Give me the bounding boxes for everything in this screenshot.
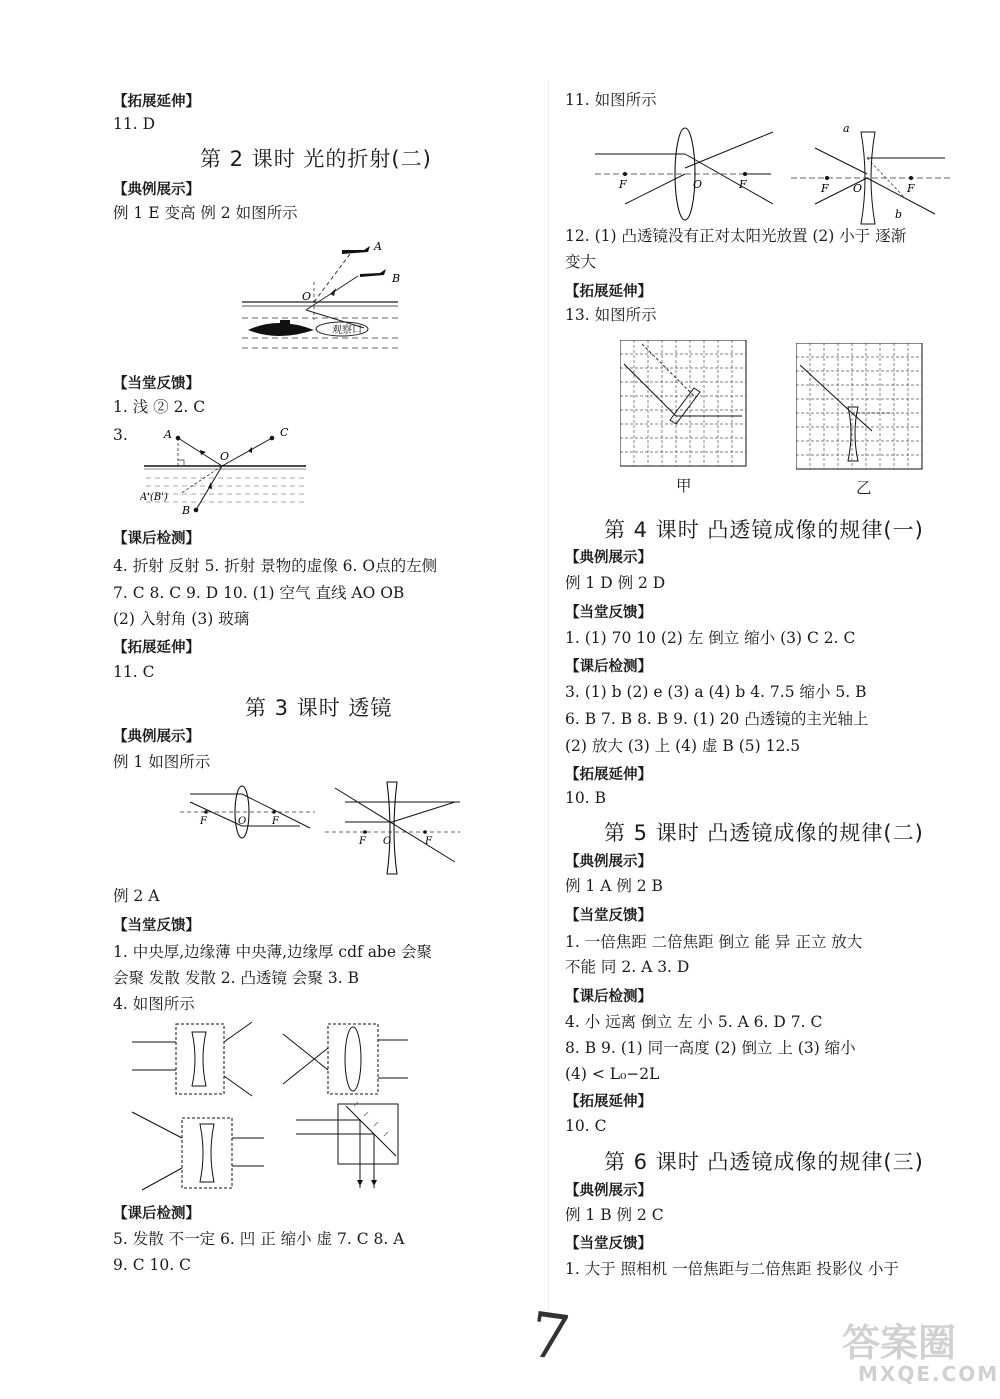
answer-line: 5. 发散 不一定 6. 凹 正 缩小 虚 7. C 8. A [113,1230,405,1248]
svg-text:O: O [302,290,312,303]
svg-text:O: O [693,178,703,191]
column-divider [548,80,549,1310]
answer-line: 4. 小 远离 倒立 左 小 5. A 6. D 7. C [565,1013,823,1031]
answer-line: 例 2 A [113,887,160,905]
answer-line: 不能 同 2. A 3. D [565,958,690,976]
svg-text:A: A [164,428,172,441]
answer-line: 10. B [565,789,606,807]
section-tag-check: 【课后检测】 [113,531,200,547]
convex-lens-figure [180,782,320,842]
section-tag-extend: 【拓展延伸】 [565,1094,652,1110]
window-label: 观察口 [332,325,362,336]
answer-line: 1. (1) 70 10 (2) 左 倒立 缩小 (3) C 2. C [565,629,856,647]
section-tag-extend: 【拓展延伸】 [113,640,200,656]
svg-text:F: F [619,178,627,191]
svg-text:O: O [220,450,230,463]
grid-figure-jia [620,340,748,470]
grid-caption: 甲 [676,477,692,495]
section-tag-feedback: 【当堂反馈】 [113,376,200,392]
answer-line: 9. C 10. C [113,1256,191,1274]
section-tag-extend: 【拓展延伸】 [565,767,652,783]
lesson-heading: 第 4 课时 凸透镜成像的规律(一) [604,518,924,542]
svg-text:A'(B'): A'(B') [140,492,168,503]
svg-text:F: F [739,178,747,191]
answer-line: 例 1 E 变高 例 2 如图所示 [113,204,298,222]
svg-text:A: A [374,240,382,253]
section-tag-check: 【课后检测】 [565,989,652,1005]
answer-line: 例 1 A 例 2 B [565,877,663,895]
section-tag-example: 【典例展示】 [113,182,200,198]
page-number: 7 [525,1297,575,1376]
lesson-heading: 第 2 课时 光的折射(二) [200,147,432,171]
section-tag-example: 【典例展示】 [565,1183,652,1199]
lesson-heading: 第 6 课时 凸透镜成像的规律(三) [604,1150,924,1174]
answer-line: 11. D [113,115,156,133]
answer-number: 3. [113,426,128,444]
answer-line: 3. (1) b (2) e (3) a (4) b 4. 7.5 缩小 5. B [565,683,867,701]
section-tag-feedback: 【当堂反馈】 [565,1236,652,1252]
svg-text:O: O [238,816,247,827]
lens-ray-figures [595,118,955,228]
section-tag-example: 【典例展示】 [565,854,652,870]
section-tag-feedback: 【当堂反馈】 [113,918,200,934]
svg-text:F: F [821,182,829,195]
answer-line: 8. B 9. (1) 同一高度 (2) 倒立 上 (3) 缩小 [565,1039,856,1057]
watermark-url: MXQE.COM [858,1362,1000,1386]
section-tag-feedback: 【当堂反馈】 [565,605,652,621]
grid-caption: 乙 [856,479,872,497]
svg-text:O: O [383,836,392,847]
answer-line: 11. C [113,663,155,681]
answer-line: (2) 入射角 (3) 玻璃 [113,610,250,628]
svg-text:a: a [843,122,850,135]
section-tag-extend: 【拓展延伸】 [565,284,652,300]
section-tag-check: 【课后检测】 [113,1206,200,1222]
answer-line: 1. 一倍焦距 二倍焦距 倒立 能 异 正立 放大 [565,933,863,951]
svg-text:B: B [392,272,400,285]
answer-line: 例 1 如图所示 [113,753,211,771]
answer-line: 1. 中央厚,边缘薄 中央薄,边缘厚 cdf abe 会聚 [113,943,432,961]
svg-text:F: F [907,182,915,195]
svg-text:F: F [200,816,207,827]
watermark-logo: 答案圈 [842,1321,957,1365]
lesson-heading: 第 3 课时 透镜 [245,696,393,720]
section-tag-example: 【典例展示】 [113,729,200,745]
section-tag-check: 【课后检测】 [565,659,652,675]
answer-line: 13. 如图所示 [565,306,657,324]
answer-line: 例 1 D 例 2 D [565,574,666,592]
refraction-figure-plane [240,238,400,358]
answer-line: 7. C 8. C 9. D 10. (1) 空气 直线 AO OB [113,584,405,602]
answer-line: 10. C [565,1117,607,1135]
svg-text:O: O [853,182,863,195]
answer-line: 例 1 B 例 2 C [565,1206,664,1224]
svg-text:F: F [359,836,366,847]
answer-line: 4. 如图所示 [113,995,195,1013]
lens-box-figures [128,1020,413,1200]
answer-line: 6. B 7. B 8. B 9. (1) 20 凸透镜的主光轴上 [565,710,869,728]
lesson-heading: 第 5 课时 凸透镜成像的规律(二) [604,821,924,845]
svg-text:C: C [280,426,289,439]
answer-line: 会聚 发散 发散 2. 凸透镜 会聚 3. B [113,969,359,987]
svg-text:F: F [425,836,432,847]
svg-text:F: F [272,816,279,827]
concave-lens-figure [325,778,465,878]
grid-figure-yi [796,343,924,473]
section-tag-example: 【典例展示】 [565,550,652,566]
answer-line: 1. 浅 ② 2. C [113,398,206,416]
svg-text:b: b [895,208,903,221]
answer-line: 4. 折射 反射 5. 折射 景物的虚像 6. O点的左侧 [113,557,438,575]
answer-line: (4) < L₀−2L [565,1065,660,1083]
svg-text:B: B [182,504,191,517]
reflection-figure [140,420,310,520]
answer-line: 变大 [565,253,597,271]
section-tag-extend: 【拓展延伸】 [113,94,200,110]
answer-line: 11. 如图所示 [565,91,657,109]
answer-line: (2) 放大 (3) 上 (4) 虚 B (5) 12.5 [565,737,801,755]
answer-line: 1. 大于 照相机 一倍焦距与二倍焦距 投影仪 小于 [565,1260,899,1278]
answer-line: 12. (1) 凸透镜没有正对太阳光放置 (2) 小于 逐渐 [565,227,907,245]
section-tag-feedback: 【当堂反馈】 [565,908,652,924]
